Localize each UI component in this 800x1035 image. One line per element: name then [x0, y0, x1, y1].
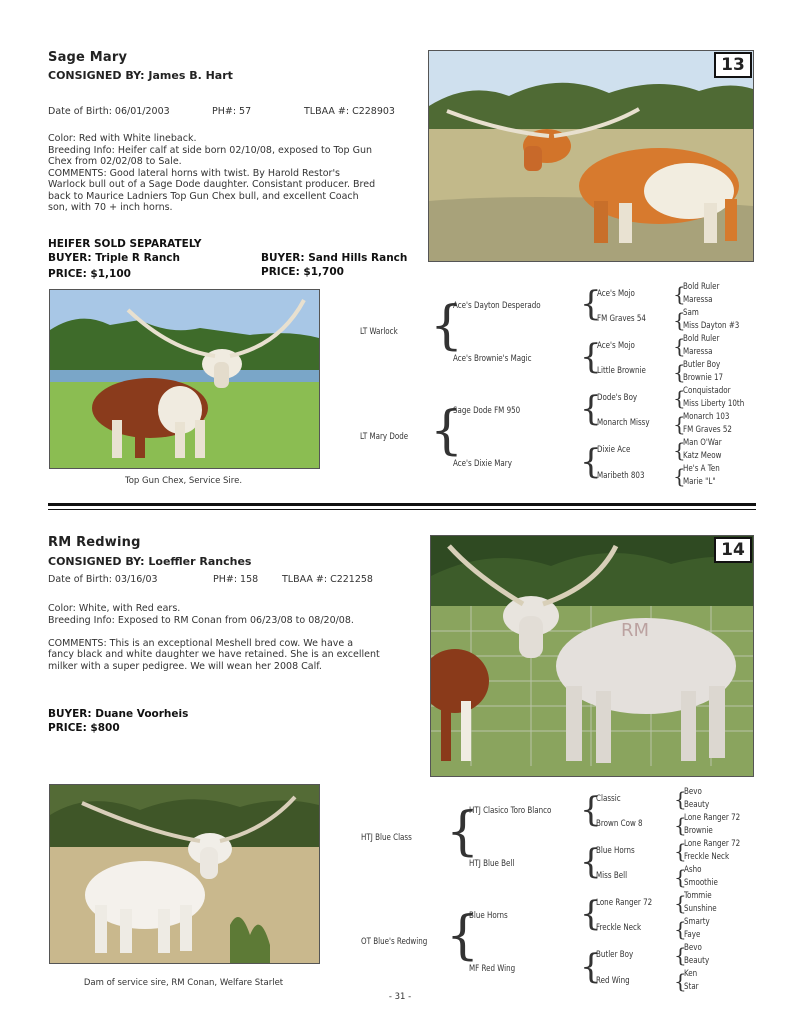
pedigree-brace: { — [674, 969, 687, 993]
pedigree-g4: Bevo — [684, 787, 702, 797]
pedigree-brace: { — [674, 943, 687, 967]
pedigree-g3: Monarch Missy — [597, 418, 650, 428]
pedigree-brace: { — [580, 894, 602, 934]
pedigree-dam: OT Blue's Redwing — [361, 937, 428, 947]
description-line: COMMENTS: Good lateral horns with twist. By Harold Restor's — [48, 167, 340, 179]
pedigree-g4: Bold Ruler — [683, 282, 720, 292]
pedigree-g3: FM Graves 54 — [597, 314, 646, 324]
pedigree-g4: Lone Ranger 72 — [684, 813, 741, 823]
pedigree-g2: Blue Horns — [469, 911, 508, 921]
pedigree-g4: Star — [684, 982, 699, 992]
pedigree-brace: { — [580, 284, 602, 324]
svg-text:RM: RM — [621, 620, 650, 641]
pedigree-brace: { — [674, 839, 687, 863]
pedigree-g3: Butler Boy — [596, 950, 634, 960]
pedigree-brace: { — [674, 813, 687, 837]
pedigree-g4: Lone Ranger 72 — [684, 839, 741, 849]
pedigree-g3: Little Brownie — [597, 366, 646, 376]
pedigree-brace: { — [674, 891, 687, 915]
pedigree-g4: Brownie — [684, 826, 713, 836]
entry-13-tlbaa: TLBAA #: C228903 — [304, 106, 395, 117]
pedigree-brace: { — [673, 412, 686, 436]
pedigree-brace: { — [580, 947, 602, 987]
pedigree-g2: HTJ Blue Bell — [469, 859, 515, 869]
pedigree-brace: { — [673, 360, 686, 384]
description-line: milker with a super pedigree. We will wean her 2008 Calf. — [48, 660, 322, 672]
pedigree-brace: { — [673, 464, 686, 488]
entry-14-lot-number: 14 — [714, 537, 752, 563]
pedigree-g4: Monarch 103 — [683, 412, 730, 422]
entry-14-name: RM Redwing — [48, 535, 141, 550]
description-line: Chex from 02/02/08 to Sale. — [48, 156, 182, 167]
pedigree-g3: Ace's Mojo — [597, 289, 635, 299]
description-line: Warlock bull out of a Sage Dode daughter. Consistant producer. Bred — [48, 179, 376, 190]
pedigree-g3: Classic — [596, 794, 621, 804]
pedigree-g2: HTJ Clasico Toro Blanco — [469, 806, 552, 816]
entry-13-name: Sage Mary — [48, 50, 128, 65]
pedigree-g4: He's A Ten — [683, 464, 720, 474]
entry-14-dob: Date of Birth: 03/16/03 — [48, 574, 158, 585]
pedigree-g4: Freckle Neck — [684, 852, 730, 862]
entry-13-buyer-1: BUYER: Triple R Ranch — [48, 252, 181, 264]
pedigree-g4: Beauty — [684, 800, 710, 810]
pedigree-g3: Miss Bell — [596, 871, 628, 881]
pedigree-g4: Tommie — [684, 891, 712, 901]
description-line: back to Maurice Ladniers Top Gun Chex bull, and excellent Coach — [48, 190, 359, 202]
pedigree-brace: { — [673, 282, 686, 306]
pedigree-g2: MF Red Wing — [469, 964, 516, 974]
entry-13-price-1: PRICE: $1,100 — [48, 268, 131, 280]
description-line: Color: Red with White lineback. — [48, 133, 197, 144]
pedigree-g4: Bevo — [684, 943, 702, 953]
section-divider-thin — [48, 509, 756, 510]
entry-13-price-2: PRICE: $1,700 — [261, 266, 344, 278]
pedigree-g4: Katz Meow — [683, 451, 722, 461]
pedigree-brace: { — [580, 389, 602, 429]
pedigree-g4: Smoothie — [684, 878, 718, 888]
pedigree-g2: Ace's Brownie's Magic — [453, 354, 532, 364]
entry-13-sire-caption: Top Gun Chex, Service Sire. — [124, 476, 243, 486]
pedigree-g4: Faye — [684, 930, 701, 940]
page-number: - 31 - — [388, 992, 412, 1002]
pedigree-brace: { — [580, 337, 602, 377]
entry-14-dam-of-sire-photo — [49, 784, 320, 964]
entry-13-buyer-2: BUYER: Sand Hills Ranch — [261, 252, 408, 264]
entry-13-description — [48, 133, 428, 214]
description-line: COMMENTS: This is an exceptional Meshell bred cow. We have a — [48, 637, 354, 649]
entry-14-description — [48, 603, 428, 672]
pedigree-g2: Sage Dode FM 950 — [453, 406, 521, 416]
entry-13-lot-number: 13 — [714, 52, 752, 78]
pedigree-brace: { — [446, 802, 480, 862]
pedigree-brace: { — [430, 401, 464, 461]
pedigree-g3: Brown Cow 8 — [596, 819, 643, 829]
description-line: Breeding Info: Heifer calf at side born 02/10/08, exposed to Top Gun — [48, 144, 373, 156]
pedigree-brace: { — [673, 308, 686, 332]
pedigree-brace: { — [673, 386, 686, 410]
pedigree-brace: { — [446, 906, 480, 966]
pedigree-sire: HTJ Blue Class — [361, 833, 412, 843]
pedigree-g4: Conquistador — [683, 386, 731, 396]
pedigree-g4: Bold Ruler — [683, 334, 720, 344]
entry-13-heifer-note: HEIFER SOLD SEPARATELY — [48, 238, 202, 250]
pedigree-brace: { — [673, 438, 686, 462]
pedigree-brace: { — [580, 842, 602, 882]
pedigree-g3: Red Wing — [596, 976, 630, 986]
description-line — [48, 626, 428, 638]
pedigree-g2: Ace's Dayton Desperado — [453, 301, 541, 311]
pedigree-g3: Lone Ranger 72 — [596, 898, 653, 908]
pedigree-dam: LT Mary Dode — [360, 432, 409, 442]
description-line: son, with 70 + inch horns. — [48, 202, 173, 213]
section-divider — [48, 503, 756, 506]
entry-14-dam-caption: Dam of service sire, RM Conan, Welfare Starlet — [83, 978, 284, 988]
pedigree-brace: { — [674, 787, 687, 811]
entry-13-ph: PH#: 57 — [212, 106, 252, 117]
entry-14-consigned-by: CONSIGNED BY: Loeffler Ranches — [48, 555, 252, 568]
pedigree-brace: { — [580, 790, 602, 830]
pedigree-g4: Maressa — [683, 295, 713, 305]
pedigree-g4: Sunshine — [684, 904, 717, 914]
entry-14-price: PRICE: $800 — [48, 722, 120, 734]
pedigree-brace: { — [430, 296, 464, 356]
entry-13-dob: Date of Birth: 06/01/2003 — [48, 106, 170, 117]
pedigree-g4: Ken — [684, 969, 698, 979]
entry-13-sire-photo — [49, 289, 320, 469]
pedigree-g4: Miss Dayton #3 — [683, 321, 740, 331]
entry-14-cow-photo — [430, 535, 754, 777]
pedigree-g4: Asho — [684, 865, 702, 875]
pedigree-g4: Maressa — [683, 347, 713, 357]
pedigree-g3: Dixie Ace — [597, 445, 631, 455]
pedigree-brace: { — [673, 334, 686, 358]
pedigree-g4: Man O'War — [683, 438, 722, 448]
description-line: fancy black and white daughter we have retained. She is an excellent — [48, 649, 380, 660]
pedigree-g2: Ace's Dixie Mary — [453, 459, 512, 469]
pedigree-sire: LT Warlock — [360, 327, 398, 337]
pedigree-g3: Maribeth 803 — [597, 471, 645, 481]
pedigree-g3: Freckle Neck — [596, 923, 642, 933]
pedigree-g4: Sam — [683, 308, 699, 318]
pedigree-g4: Smarty — [684, 917, 710, 927]
pedigree-g3: Ace's Mojo — [597, 341, 635, 351]
pedigree-g3: Dode's Boy — [597, 393, 638, 403]
pedigree-g4: Brownie 17 — [683, 373, 724, 383]
entry-13-cow-photo — [428, 50, 754, 262]
pedigree-brace: { — [674, 917, 687, 941]
pedigree-g4: Beauty — [684, 956, 710, 966]
pedigree-g4: FM Graves 52 — [683, 425, 732, 435]
pedigree-g4: Marie "L" — [683, 477, 716, 487]
entry-14-buyer: BUYER: Duane Voorheis — [48, 708, 189, 720]
entry-14-tlbaa: TLBAA #: C221258 — [282, 574, 373, 585]
pedigree-g4: Miss Liberty 10th — [683, 399, 745, 409]
description-line: Color: White, with Red ears. — [48, 603, 181, 614]
entry-13-consigned-by: CONSIGNED BY: James B. Hart — [48, 69, 233, 82]
entry-14-ph: PH#: 158 — [213, 574, 259, 585]
pedigree-brace: { — [674, 865, 687, 889]
description-line: Breeding Info: Exposed to RM Conan from 06/23/08 to 08/20/08. — [48, 614, 354, 626]
pedigree-g4: Butler Boy — [683, 360, 721, 370]
pedigree-g3: Blue Horns — [596, 846, 635, 856]
pedigree-brace: { — [580, 442, 602, 482]
